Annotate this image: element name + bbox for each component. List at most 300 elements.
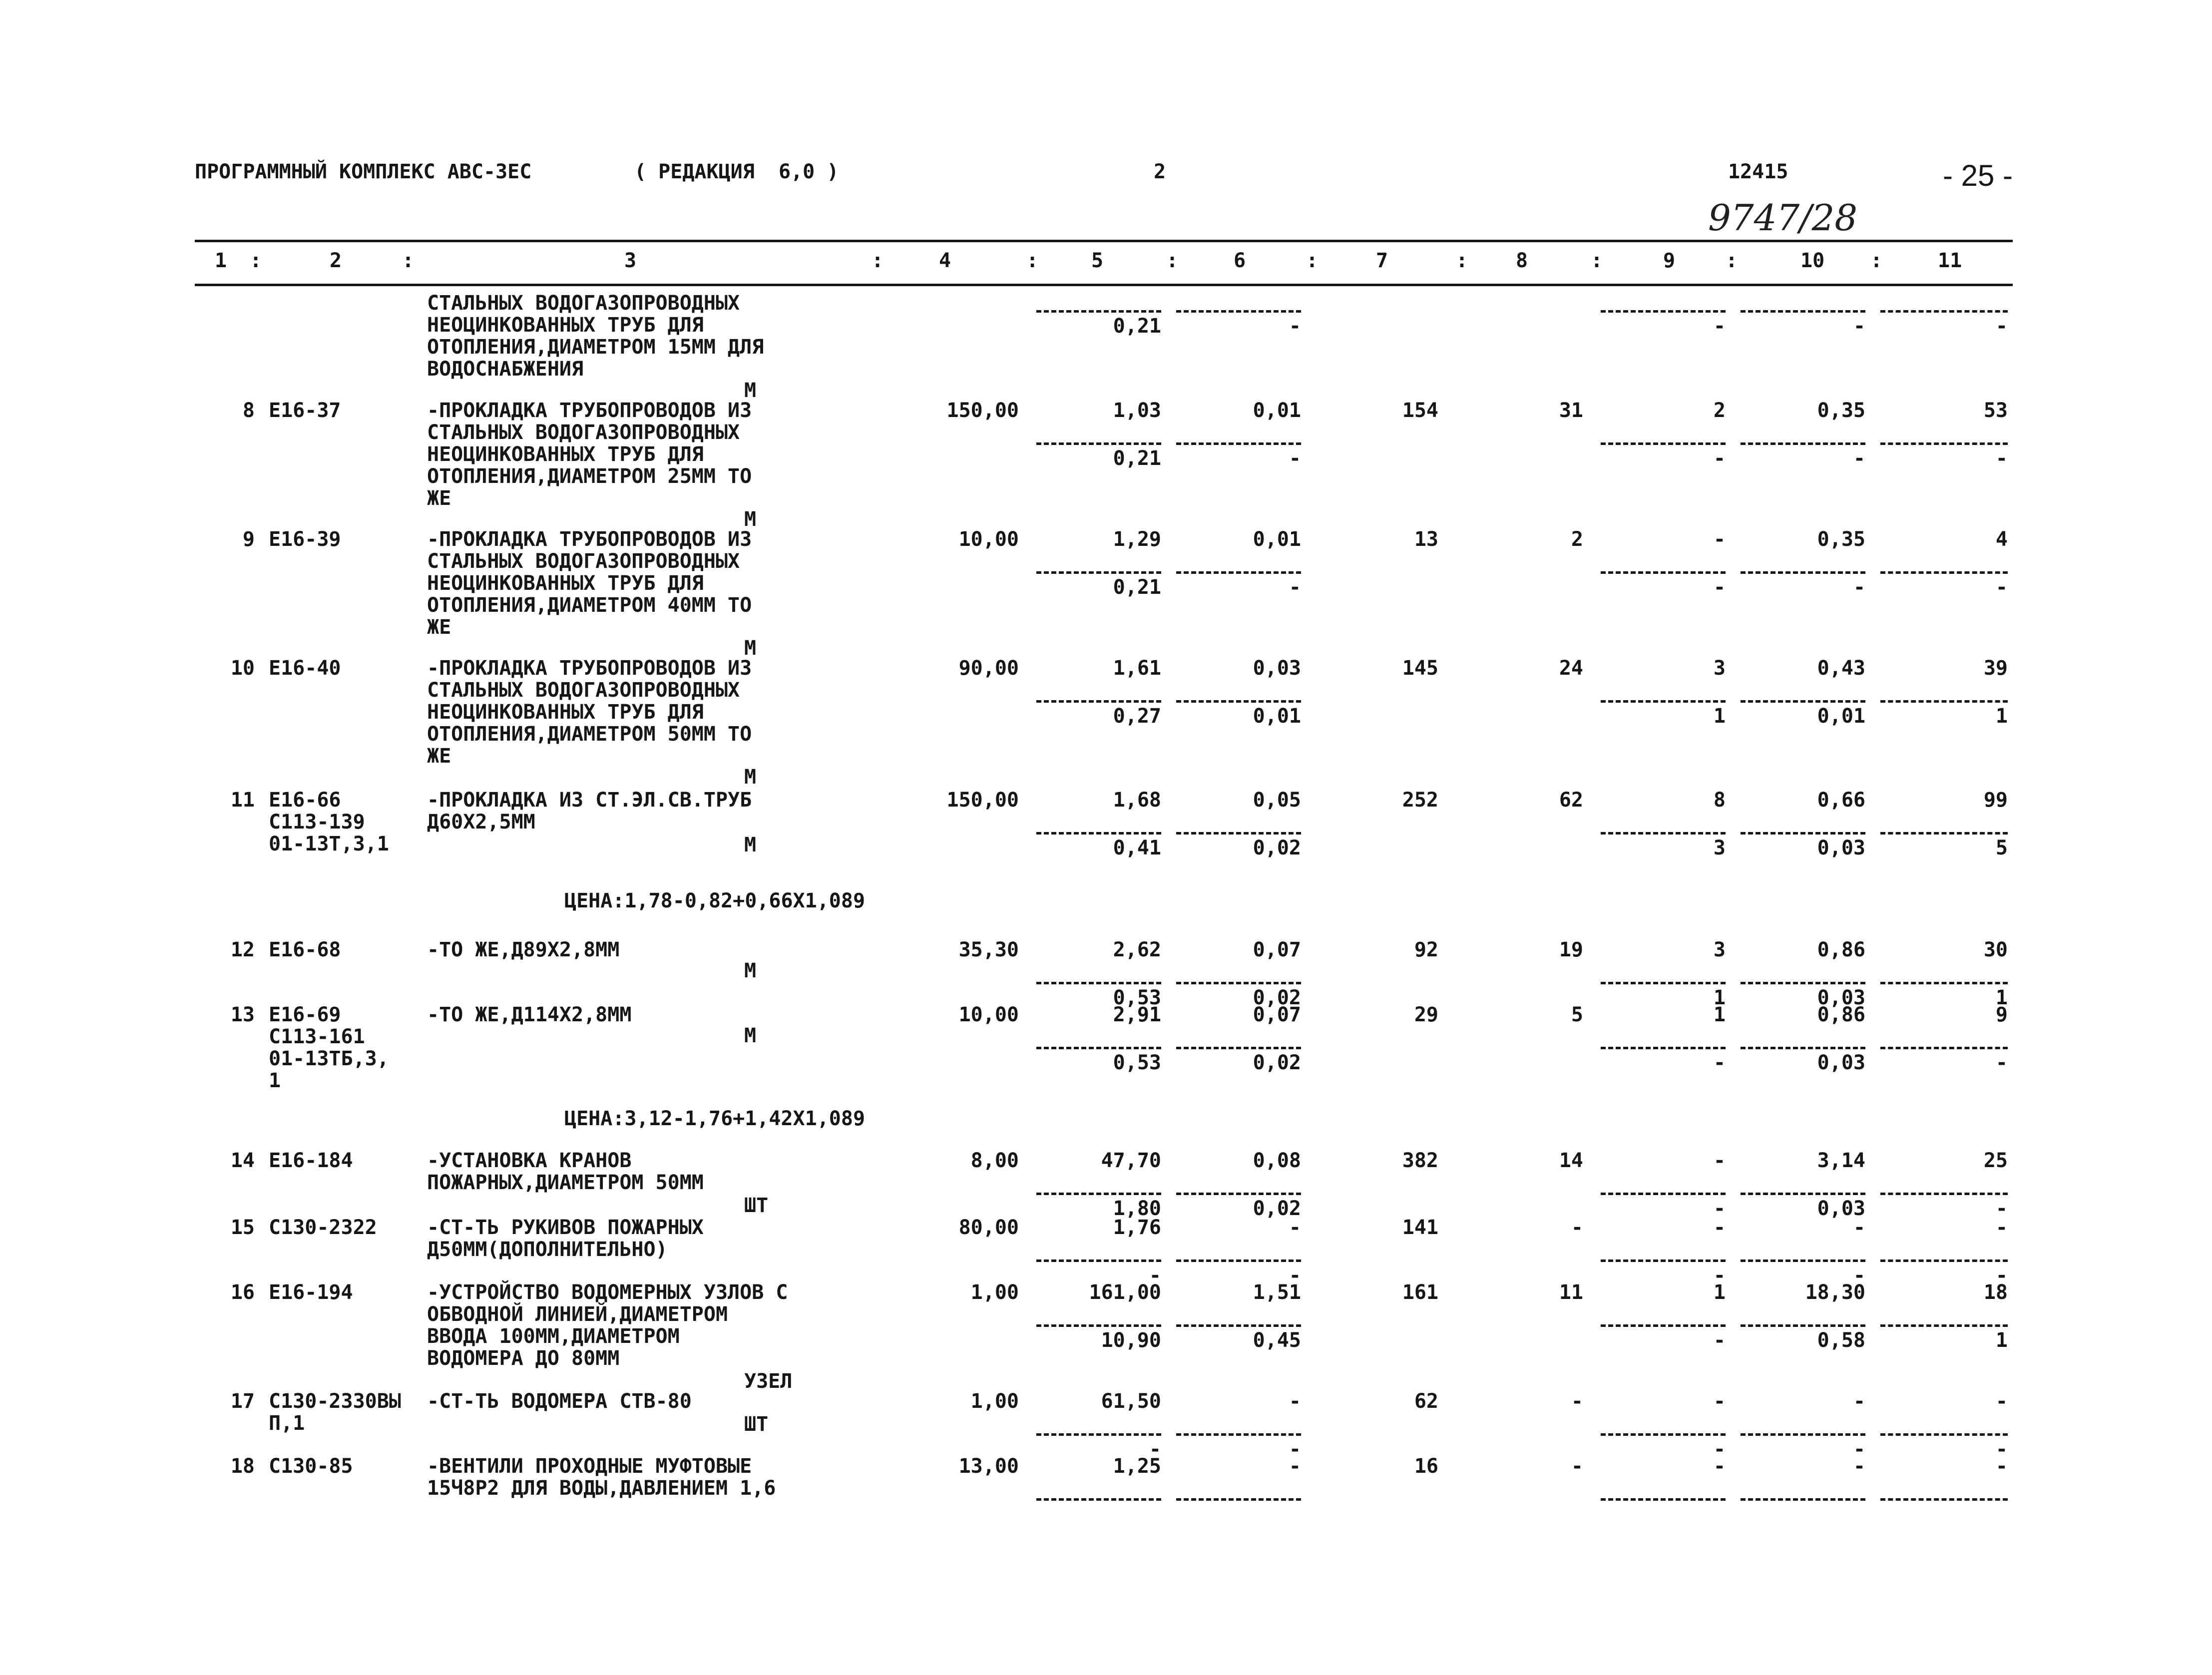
labor-total-sub: 5: [1995, 837, 2008, 859]
machine-cost-divider: [1601, 700, 1726, 703]
unit-wages: -: [1289, 1455, 1301, 1478]
row-description: -УСТАНОВКА КРАНОВ: [427, 1149, 632, 1172]
unit-wages-sub: 0,45: [1253, 1329, 1301, 1352]
total-cost: 154: [1402, 399, 1438, 422]
header-rule-bottom: [195, 284, 2013, 286]
machine-cost: 8: [1713, 789, 1726, 812]
labor-hours-divider: [1741, 700, 1865, 703]
labor-hours-sub: 0,03: [1817, 986, 1865, 1009]
unit-wages: 1,51: [1253, 1281, 1301, 1304]
unit-wages-divider: [1176, 1047, 1301, 1049]
column-header-6: 6: [1234, 249, 1246, 272]
page-number: - 25 -: [1943, 159, 2013, 192]
row-description: ВВОДА 100ММ,ДИАМЕТРОМ: [427, 1325, 680, 1348]
machine-cost-sub: -: [1713, 315, 1726, 338]
quantity: 150,00: [946, 399, 1019, 422]
wages-total: -: [1571, 1455, 1583, 1478]
row-code: С130-2322: [269, 1216, 377, 1239]
column-header-3: 3: [624, 249, 637, 272]
unit-cost-divider: [1036, 982, 1161, 984]
row-code: Е16-68: [269, 938, 341, 961]
labor-hours-divider: [1741, 310, 1865, 313]
labor-total-sub: -: [1995, 1264, 2008, 1287]
row-description: -ВЕНТИЛИ ПРОХОДНЫЕ МУФТОВЫЕ: [427, 1455, 752, 1478]
labor-total: 99: [1983, 789, 2008, 812]
row-description: ПОЖАРНЫХ,ДИАМЕТРОМ 50ММ: [427, 1171, 704, 1194]
wages-total: 5: [1571, 1003, 1583, 1026]
column-header-7: 7: [1376, 249, 1388, 272]
row-description: ЖЕ: [427, 487, 451, 510]
unit-cost-sub: 0,53: [1113, 1051, 1161, 1074]
unit-cost-sub: 0,41: [1113, 837, 1161, 859]
unit-wages-divider: [1176, 832, 1301, 835]
row-description: -СТ-ТЬ РУКИВОВ ПОЖАРНЫХ: [427, 1216, 704, 1239]
row-unit: М: [744, 959, 757, 982]
machine-cost-sub: -: [1713, 1051, 1726, 1074]
quantity: 10,00: [958, 1003, 1019, 1026]
quantity: 8,00: [970, 1149, 1019, 1172]
row-code: П,1: [269, 1412, 305, 1435]
labor-total-sub: -: [1995, 315, 2008, 338]
labor-hours-sub: 0,03: [1817, 837, 1865, 859]
total-cost: 252: [1402, 789, 1438, 812]
labor-total-divider: [1880, 1047, 2008, 1049]
row-description: ЖЕ: [427, 745, 451, 768]
machine-cost: -: [1713, 1390, 1726, 1413]
quantity: 35,30: [958, 938, 1019, 961]
machine-cost-divider: [1601, 1259, 1726, 1262]
row-description: -УСТРОЙСТВО ВОДОМЕРНЫХ УЗЛОВ С: [427, 1281, 788, 1304]
labor-hours-sub: 0,03: [1817, 1051, 1865, 1074]
row-description: ОБВОДНОЙ ЛИНИЕЙ,ДИАМЕТРОМ: [427, 1303, 728, 1326]
unit-cost-sub: 10,90: [1101, 1329, 1161, 1352]
row-description: Д50ММ(ДОПОЛНИТЕЛЬНО): [427, 1238, 668, 1261]
row-description: СТАЛЬНЫХ ВОДОГАЗОПРОВОДНЫХ: [427, 679, 740, 702]
unit-wages-sub: -: [1289, 576, 1301, 599]
labor-hours-divider: [1741, 832, 1865, 835]
unit-cost-divider: [1036, 1193, 1161, 1195]
unit-wages: 0,03: [1253, 657, 1301, 680]
row-description: -ПРОКЛАДКА ТРУБОПРОВОДОВ ИЗ: [427, 399, 752, 422]
row-description: ВОДОСНАБЖЕНИЯ: [427, 358, 584, 381]
unit-cost-sub: 0,21: [1113, 447, 1161, 470]
machine-cost: -: [1713, 528, 1726, 551]
labor-total-sub: 1: [1995, 986, 2008, 1009]
row-unit: М: [744, 1024, 757, 1047]
sheet-number: 2: [1154, 160, 1166, 183]
labor-hours: 0,35: [1817, 528, 1865, 551]
labor-hours: 0,35: [1817, 399, 1865, 422]
labor-hours-divider: [1741, 1193, 1865, 1195]
machine-cost-sub: -: [1713, 1329, 1726, 1352]
machine-cost-sub: -: [1713, 1264, 1726, 1287]
row-description: 15Ч8Р2 ДЛЯ ВОДЫ,ДАВЛЕНИЕМ 1,6: [427, 1477, 776, 1500]
labor-hours-divider: [1741, 982, 1865, 984]
machine-cost-sub: -: [1713, 447, 1726, 470]
row-code: 1: [269, 1069, 281, 1092]
wages-total: 19: [1559, 938, 1583, 961]
machine-cost: -: [1713, 1455, 1726, 1478]
unit-cost-sub: 0,21: [1113, 315, 1161, 338]
labor-hours-sub: 0,01: [1817, 705, 1865, 728]
row-unit: М: [744, 766, 757, 789]
labor-total-sub: -: [1995, 576, 2008, 599]
wages-total: -: [1571, 1390, 1583, 1413]
row-unit: М: [744, 508, 757, 531]
column-header-2: 2: [330, 249, 342, 272]
unit-wages-sub: 0,02: [1253, 837, 1301, 859]
row-description: ОТОПЛЕНИЯ,ДИАМЕТРОМ 15ММ ДЛЯ: [427, 336, 764, 359]
quantity: 90,00: [958, 657, 1019, 680]
row-number: 9: [242, 528, 255, 551]
labor-total-divider: [1880, 832, 2008, 835]
quantity: 150,00: [946, 789, 1019, 812]
column-header-1: 1: [215, 249, 227, 272]
unit-cost-divider: [1036, 700, 1161, 703]
labor-total-sub: -: [1995, 1197, 2008, 1220]
total-cost: 92: [1414, 938, 1438, 961]
column-separator: :: [1306, 249, 1319, 272]
row-description: -ТО ЖЕ,Д89Х2,8ММ: [427, 938, 620, 961]
row-description: НЕОЦИНКОВАННЫХ ТРУБ ДЛЯ: [427, 572, 704, 595]
total-cost: 145: [1402, 657, 1438, 680]
machine-cost: 1: [1713, 1003, 1726, 1026]
unit-cost: 1,29: [1113, 528, 1161, 551]
unit-cost-sub: 0,21: [1113, 576, 1161, 599]
labor-total-divider: [1880, 1324, 2008, 1327]
row-unit: М: [744, 637, 757, 660]
row-code: Е16-194: [269, 1281, 353, 1304]
row-code: Е16-37: [269, 399, 341, 422]
unit-wages-divider: [1176, 700, 1301, 703]
machine-cost: -: [1713, 1216, 1726, 1239]
unit-cost: 47,70: [1101, 1149, 1161, 1172]
unit-cost-sub: 0,27: [1113, 705, 1161, 728]
row-description: ЖЕ: [427, 616, 451, 639]
labor-total-divider: [1880, 1433, 2008, 1436]
machine-cost: 2: [1713, 399, 1726, 422]
labor-total-sub: 1: [1995, 705, 2008, 728]
unit-cost-divider: [1036, 1259, 1161, 1262]
labor-total-divider: [1880, 310, 2008, 313]
unit-wages-sub: 0,02: [1253, 1051, 1301, 1074]
machine-cost: 1: [1713, 1281, 1726, 1304]
labor-hours: 0,86: [1817, 1003, 1865, 1026]
row-number: 17: [230, 1390, 255, 1413]
total-cost: 141: [1402, 1216, 1438, 1239]
machine-cost-sub: -: [1713, 576, 1726, 599]
unit-cost: 61,50: [1101, 1390, 1161, 1413]
machine-cost-divider: [1601, 1433, 1726, 1436]
row-description: -ПРОКЛАДКА ТРУБОПРОВОДОВ ИЗ: [427, 657, 752, 680]
unit-cost-sub: -: [1149, 1438, 1161, 1461]
row-description: Д60Х2,5ММ: [427, 811, 535, 834]
labor-total-divider: [1880, 442, 2008, 445]
labor-total: -: [1995, 1216, 2008, 1239]
total-cost: 161: [1402, 1281, 1438, 1304]
unit-wages: 0,05: [1253, 789, 1301, 812]
row-description: ОТОПЛЕНИЯ,ДИАМЕТРОМ 40ММ ТО: [427, 594, 752, 617]
unit-wages-sub: -: [1289, 1264, 1301, 1287]
quantity: 1,00: [970, 1281, 1019, 1304]
row-number: 10: [230, 657, 255, 680]
row-description: СТАЛЬНЫХ ВОДОГАЗОПРОВОДНЫХ: [427, 292, 740, 315]
column-separator: :: [1166, 249, 1179, 272]
unit-wages-sub: -: [1289, 315, 1301, 338]
labor-hours-divider: [1741, 1433, 1865, 1436]
row-description: НЕОЦИНКОВАННЫХ ТРУБ ДЛЯ: [427, 443, 704, 466]
labor-total-divider: [1880, 571, 2008, 574]
labor-total-divider: [1880, 1498, 2008, 1501]
row-description: НЕОЦИНКОВАННЫХ ТРУБ ДЛЯ: [427, 314, 704, 337]
row-unit: УЗЕЛ: [744, 1370, 793, 1393]
unit-cost: 1,68: [1113, 789, 1161, 812]
wages-total: 24: [1559, 657, 1583, 680]
labor-total-divider: [1880, 1193, 2008, 1195]
column-separator: :: [1026, 249, 1039, 272]
labor-total-divider: [1880, 1259, 2008, 1262]
row-number: 12: [230, 938, 255, 961]
machine-cost-sub: -: [1713, 1197, 1726, 1220]
labor-total: 18: [1983, 1281, 2008, 1304]
row-description: ОТОПЛЕНИЯ,ДИАМЕТРОМ 25ММ ТО: [427, 465, 752, 488]
unit-wages-divider: [1176, 571, 1301, 574]
unit-wages-divider: [1176, 1433, 1301, 1436]
machine-cost: 3: [1713, 657, 1726, 680]
machine-cost: 3: [1713, 938, 1726, 961]
column-header-8: 8: [1516, 249, 1528, 272]
row-code: С113-139: [269, 811, 365, 834]
unit-cost: 1,25: [1113, 1455, 1161, 1478]
unit-cost-divider: [1036, 1047, 1161, 1049]
row-code: С130-85: [269, 1455, 353, 1478]
labor-total: 30: [1983, 938, 2008, 961]
labor-total: 25: [1983, 1149, 2008, 1172]
wages-total: 2: [1571, 528, 1583, 551]
column-separator: :: [1456, 249, 1468, 272]
labor-hours-divider: [1741, 1324, 1865, 1327]
machine-cost-divider: [1601, 442, 1726, 445]
wages-total: 62: [1559, 789, 1583, 812]
unit-cost-divider: [1036, 832, 1161, 835]
column-separator: :: [1726, 249, 1738, 272]
quantity: 80,00: [958, 1216, 1019, 1239]
unit-wages: -: [1289, 1216, 1301, 1239]
unit-cost-divider: [1036, 442, 1161, 445]
unit-cost: 2,91: [1113, 1003, 1161, 1026]
unit-wages-sub: 0,02: [1253, 986, 1301, 1009]
unit-cost-sub: 1,80: [1113, 1197, 1161, 1220]
labor-total: 9: [1995, 1003, 2008, 1026]
row-description: -ПРОКЛАДКА ИЗ СТ.ЭЛ.СВ.ТРУБ: [427, 789, 752, 812]
total-cost: 29: [1414, 1003, 1438, 1026]
unit-wages: 0,01: [1253, 399, 1301, 422]
unit-wages-sub: -: [1289, 1438, 1301, 1461]
wages-total: 14: [1559, 1149, 1583, 1172]
header-rule-top: [195, 240, 2013, 242]
unit-wages-divider: [1176, 1259, 1301, 1262]
machine-cost-divider: [1601, 1498, 1726, 1501]
row-code: С113-161: [269, 1025, 365, 1048]
wages-total: 31: [1559, 399, 1583, 422]
labor-hours: -: [1853, 1455, 1865, 1478]
labor-hours-divider: [1741, 1047, 1865, 1049]
labor-total: 53: [1983, 399, 2008, 422]
row-number: 14: [230, 1149, 255, 1172]
machine-cost-divider: [1601, 1193, 1726, 1195]
total-cost: 62: [1414, 1390, 1438, 1413]
column-separator: :: [250, 249, 262, 272]
row-code: Е16-39: [269, 528, 341, 551]
row-code: Е16-184: [269, 1149, 353, 1172]
wages-total: -: [1571, 1216, 1583, 1239]
unit-cost-divider: [1036, 571, 1161, 574]
row-unit: М: [744, 834, 757, 856]
row-code: Е16-40: [269, 657, 341, 680]
total-cost: 13: [1414, 528, 1438, 551]
machine-cost-divider: [1601, 832, 1726, 835]
labor-hours-sub: -: [1853, 1438, 1865, 1461]
labor-hours-sub: 0,03: [1817, 1197, 1865, 1220]
row-description: ОТОПЛЕНИЯ,ДИАМЕТРОМ 50ММ ТО: [427, 723, 752, 746]
row-code: С130-2330ВЫ: [269, 1390, 401, 1413]
unit-cost-sub: -: [1149, 1264, 1161, 1287]
machine-cost-divider: [1601, 1047, 1726, 1049]
unit-cost: 1,03: [1113, 399, 1161, 422]
column-header-5: 5: [1091, 249, 1104, 272]
labor-total: -: [1995, 1390, 2008, 1413]
unit-wages: 0,07: [1253, 938, 1301, 961]
row-code: 01-13ТБ,3,: [269, 1047, 389, 1070]
machine-cost-divider: [1601, 310, 1726, 313]
wages-total: 11: [1559, 1281, 1583, 1304]
unit-wages-divider: [1176, 982, 1301, 984]
price-note-1: ЦЕНА:1,78-0,82+0,66Х1,089: [564, 889, 866, 912]
unit-cost-divider: [1036, 1498, 1161, 1501]
column-separator: :: [1591, 249, 1603, 272]
unit-cost: 161,00: [1089, 1281, 1161, 1304]
row-number: 11: [230, 789, 255, 812]
labor-hours-divider: [1741, 442, 1865, 445]
row-description: СТАЛЬНЫХ ВОДОГАЗОПРОВОДНЫХ: [427, 550, 740, 573]
labor-hours-sub: -: [1853, 1264, 1865, 1287]
unit-wages: 0,07: [1253, 1003, 1301, 1026]
column-separator: :: [402, 249, 415, 272]
row-description: СТАЛЬНЫХ ВОДОГАЗОПРОВОДНЫХ: [427, 421, 740, 444]
quantity: 1,00: [970, 1390, 1019, 1413]
total-cost: 16: [1414, 1455, 1438, 1478]
labor-hours: -: [1853, 1216, 1865, 1239]
machine-cost-sub: 1: [1713, 705, 1726, 728]
labor-total-sub: -: [1995, 447, 2008, 470]
labor-total: 39: [1983, 657, 2008, 680]
unit-wages-divider: [1176, 1193, 1301, 1195]
labor-hours-sub: -: [1853, 576, 1865, 599]
labor-total: 4: [1995, 528, 2008, 551]
quantity: 13,00: [958, 1455, 1019, 1478]
unit-wages-divider: [1176, 1324, 1301, 1327]
machine-cost-sub: -: [1713, 1438, 1726, 1461]
row-unit: М: [744, 379, 757, 402]
unit-wages-sub: -: [1289, 447, 1301, 470]
column-header-4: 4: [939, 249, 951, 272]
machine-cost-divider: [1601, 571, 1726, 574]
labor-hours-sub: -: [1853, 315, 1865, 338]
labor-hours-sub: 0,58: [1817, 1329, 1865, 1352]
machine-cost: -: [1713, 1149, 1726, 1172]
machine-cost-divider: [1601, 982, 1726, 984]
unit-wages-sub: 0,02: [1253, 1197, 1301, 1220]
unit-cost-divider: [1036, 310, 1161, 313]
column-header-10: 10: [1800, 249, 1825, 272]
handwritten-note: 9747/28: [1708, 197, 1858, 239]
edition-label: ( РЕДАКЦИЯ 6,0 ): [634, 160, 839, 183]
machine-cost-sub: 1: [1713, 986, 1726, 1009]
labor-hours: -: [1853, 1390, 1865, 1413]
column-separator: :: [1870, 249, 1883, 272]
labor-hours: 18,30: [1805, 1281, 1865, 1304]
column-header-11: 11: [1938, 249, 1962, 272]
row-code: 01-13Т,3,1: [269, 833, 389, 855]
unit-wages-sub: 0,01: [1253, 705, 1301, 728]
labor-total-sub: 1: [1995, 1329, 2008, 1352]
unit-cost-divider: [1036, 1324, 1161, 1327]
machine-cost-divider: [1601, 1324, 1726, 1327]
labor-hours-divider: [1741, 1259, 1865, 1262]
unit-wages: 0,08: [1253, 1149, 1301, 1172]
labor-total-divider: [1880, 700, 2008, 703]
labor-total-sub: -: [1995, 1051, 2008, 1074]
row-number: 16: [230, 1281, 255, 1304]
row-code: Е16-66: [269, 789, 341, 812]
unit-wages: -: [1289, 1390, 1301, 1413]
unit-wages-divider: [1176, 1498, 1301, 1501]
row-unit: ШТ: [744, 1413, 769, 1436]
total-cost: 382: [1402, 1149, 1438, 1172]
unit-wages-divider: [1176, 442, 1301, 445]
program-title: ПРОГРАММНЫЙ КОМПЛЕКС АВС-3ЕС: [195, 160, 532, 183]
unit-wages-divider: [1176, 310, 1301, 313]
unit-wages: 0,01: [1253, 528, 1301, 551]
labor-hours: 0,66: [1817, 789, 1865, 812]
labor-total-divider: [1880, 982, 2008, 984]
quantity: 10,00: [958, 528, 1019, 551]
row-number: 18: [230, 1455, 255, 1478]
row-number: 15: [230, 1216, 255, 1239]
row-description: НЕОЦИНКОВАННЫХ ТРУБ ДЛЯ: [427, 701, 704, 724]
column-header-9: 9: [1663, 249, 1676, 272]
labor-hours: 0,43: [1817, 657, 1865, 680]
labor-hours: 0,86: [1817, 938, 1865, 961]
row-description: ВОДОМЕРА ДО 80ММ: [427, 1347, 620, 1370]
labor-hours-divider: [1741, 571, 1865, 574]
document-code: 12415: [1728, 160, 1788, 183]
unit-cost: 1,61: [1113, 657, 1161, 680]
unit-cost: 2,62: [1113, 938, 1161, 961]
labor-hours: 3,14: [1817, 1149, 1865, 1172]
unit-cost: 1,76: [1113, 1216, 1161, 1239]
column-separator: :: [872, 249, 884, 272]
labor-total-sub: -: [1995, 1438, 2008, 1461]
row-description: -ТО ЖЕ,Д114Х2,8ММ: [427, 1003, 632, 1026]
unit-cost-sub: 0,53: [1113, 986, 1161, 1009]
row-number: 13: [230, 1003, 255, 1026]
labor-total: -: [1995, 1455, 2008, 1478]
price-note-2: ЦЕНА:3,12-1,76+1,42Х1,089: [564, 1107, 866, 1130]
row-code: Е16-69: [269, 1003, 341, 1026]
unit-cost-divider: [1036, 1433, 1161, 1436]
row-unit: ШТ: [744, 1194, 769, 1217]
